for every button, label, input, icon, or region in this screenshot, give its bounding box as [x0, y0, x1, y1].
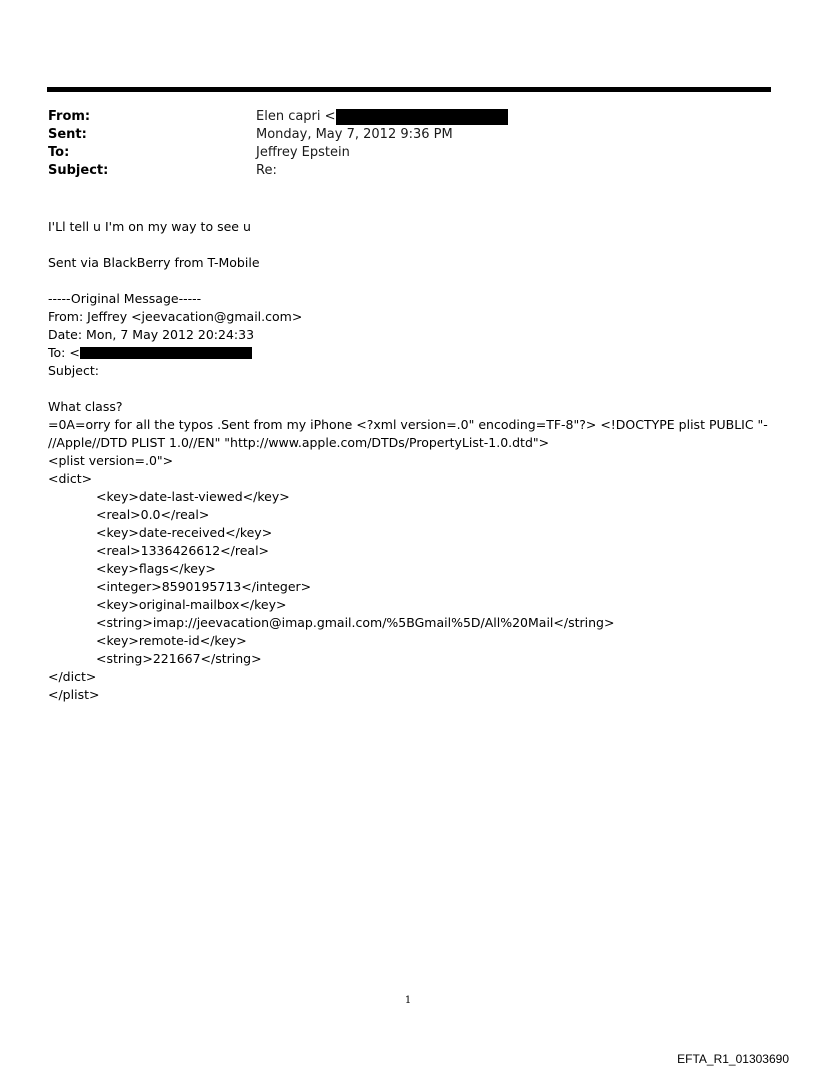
- subject-label: Subject:: [48, 163, 109, 178]
- original-from: From: Jeffrey <jeevacation@gmail.com>: [48, 309, 303, 324]
- original-to-text: To: <: [48, 345, 80, 360]
- plist-line: //Apple//DTD PLIST 1.0//EN" "http://www.apple.com/DTDs/PropertyList-1.0.dtd">: [48, 435, 550, 450]
- dict-line: <key>original-mailbox</key>: [96, 597, 287, 612]
- original-message-heading: -----Original Message-----: [48, 291, 202, 306]
- email-header: [48, 108, 748, 180]
- to-row: [48, 144, 748, 162]
- from-name: Elen capri: [256, 109, 321, 124]
- from-row: [48, 108, 748, 126]
- header-rule: [47, 87, 771, 92]
- plist-open: <plist version=.0">: [48, 453, 174, 468]
- dict-line: <string>imap://jeevacation@imap.gmail.com/%5BGmail%5D/All%20Mail</string>: [96, 615, 615, 630]
- redaction-bar: [336, 109, 508, 125]
- signature-line: Sent via BlackBerry from T-Mobile: [48, 255, 260, 270]
- original-date: Date: Mon, 7 May 2012 20:24:33: [48, 327, 255, 342]
- sent-value: Monday, May 7, 2012 9:36 PM: [256, 127, 453, 142]
- dict-close: </dict>: [48, 669, 97, 684]
- document-id: EFTA_R1_01303690: [677, 1052, 789, 1066]
- reply-line: I'Ll tell u I'm on my way to see u: [48, 219, 251, 234]
- page-number: 1: [404, 995, 412, 1006]
- dict-open: <dict>: [48, 471, 93, 486]
- original-subject: Subject:: [48, 363, 99, 378]
- from-value: [256, 108, 508, 126]
- plist-line: =0A=orry for all the typos .Sent from my iPhone <?xml version=.0" encoding=TF-8"?> <!DOCTYPE plist PUBLIC "-: [48, 417, 768, 432]
- plist-close: </plist>: [48, 687, 100, 702]
- dict-line: <real>1336426612</real>: [96, 543, 270, 558]
- dict-line: <integer>8590195713</integer>: [96, 579, 312, 594]
- sent-row: [48, 126, 748, 144]
- sent-label: Sent:: [48, 127, 87, 142]
- subject-value: Re:: [256, 163, 277, 178]
- redaction-bar: [80, 347, 252, 359]
- dict-line: <real>0.0</real>: [96, 507, 210, 522]
- subject-row: [48, 162, 748, 180]
- dict-line: <string>221667</string>: [96, 651, 262, 666]
- to-value: Jeffrey Epstein: [256, 145, 350, 160]
- from-label: From:: [48, 109, 91, 124]
- from-bracket: <: [324, 109, 336, 124]
- dict-line: <key>remote-id</key>: [96, 633, 247, 648]
- email-body: [48, 218, 788, 704]
- dict-line: <key>flags</key>: [96, 561, 216, 576]
- dict-line: <key>date-received</key>: [96, 525, 273, 540]
- question-line: What class?: [48, 399, 123, 414]
- to-label: To:: [48, 145, 70, 160]
- original-to: [48, 344, 788, 362]
- dict-line: <key>date-last-viewed</key>: [96, 489, 290, 504]
